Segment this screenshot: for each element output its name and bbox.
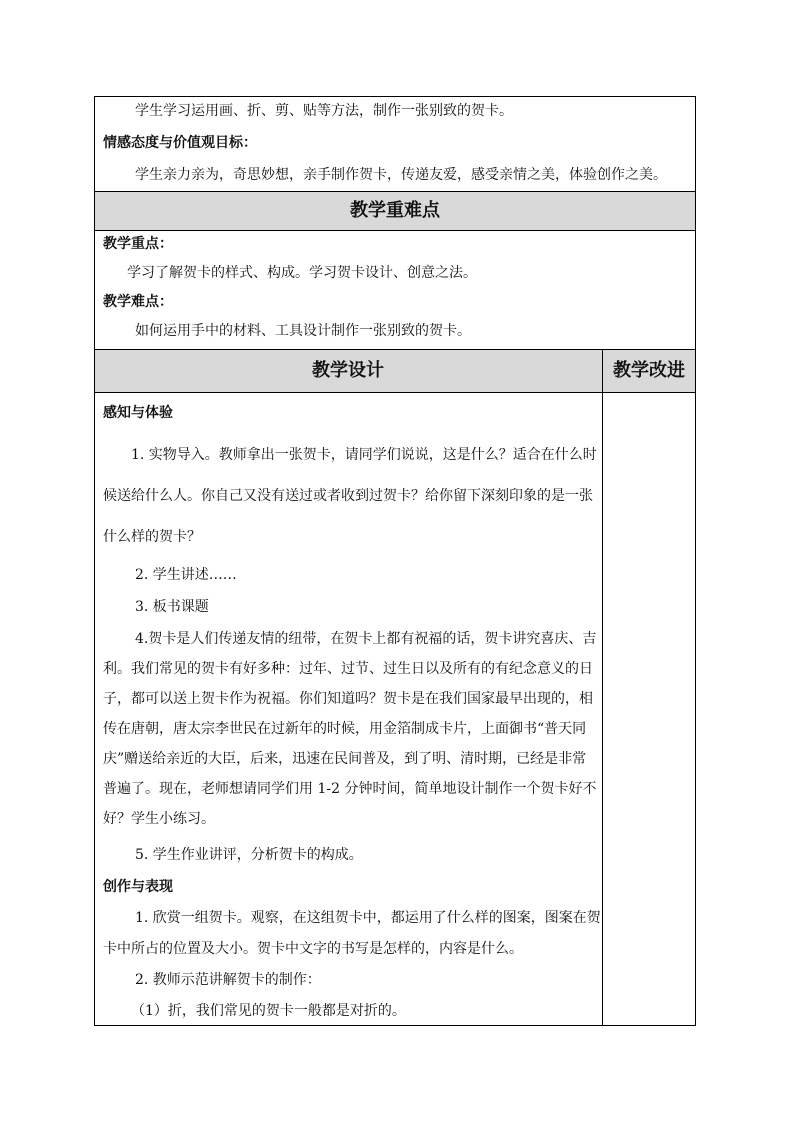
key-points-title: 教学重难点	[350, 200, 440, 221]
column-divider	[602, 349, 603, 1025]
key-points-header	[95, 191, 695, 231]
p4-line1: 4.贺卡是人们传递友情的纽带，在贺卡上都有祝福的话，贺卡讲究喜庆、吉	[135, 631, 597, 647]
focus-heading: 教学重点：	[103, 236, 173, 252]
improve-column-title: 教学改进	[613, 360, 685, 381]
p5-text: 5. 学生作业讲评，分析贺卡的构成。	[135, 847, 363, 863]
difficulty-text: 如何运用手中的材料、工具设计制作一张别致的贺卡。	[135, 323, 471, 339]
c1-line2: 卡中所占的位置及大小。贺卡中文字的书写是怎样的，内容是什么。	[103, 941, 523, 957]
difficulty-heading: 教学难点：	[103, 294, 173, 310]
c2-text: 2. 教师示范讲解贺卡的制作：	[135, 972, 321, 988]
perceive-heading: 感知与体验	[103, 405, 173, 421]
c3-text: （1）折，我们常见的贺卡一般都是对折的。	[131, 1003, 406, 1019]
p4-line5: 庆”赠送给亲近的大臣，后来，迅速在民间普及，到了明、清时期，已经是非常	[103, 751, 587, 767]
p2-text: 2. 学生讲述……	[135, 567, 237, 583]
p4-line4: 传在唐朝，唐太宗李世民在过新年的时候，用金箔制成卡片，上面御书“普天同	[103, 721, 587, 737]
p1-line1: 1. 实物导入。教师拿出一张贺卡，请同学们说说，这是什么？适合在什么时	[131, 447, 597, 463]
design-column-title: 教学设计	[312, 360, 384, 381]
p1-line3: 什么样的贺卡？	[103, 529, 201, 545]
skill-objective-text: 学生学习运用画、折、剪、贴等方法，制作一张别致的贺卡。	[135, 103, 513, 119]
p4-line7: 好？学生小练习。	[103, 811, 215, 827]
p1-line2: 候送给什么人。你自己又没有送过或者收到过贺卡？给你留下深刻印象的是一张	[103, 488, 593, 504]
p4-line6: 普遍了。现在，老师想请同学们用 1-2 分钟时间，简单地设计制作一个贺卡好不	[103, 781, 597, 797]
p4-line3: 子，都可以送上贺卡作为祝福。你们知道吗？贺卡是在我们国家最早出现的，相	[103, 691, 593, 707]
create-heading: 创作与表现	[103, 879, 173, 895]
focus-text: 学习了解贺卡的样式、构成。学习贺卡设计、创意之法。	[127, 265, 477, 281]
p3-text: 3. 板书课题	[135, 599, 209, 615]
emotion-objective-heading: 情感态度与价值观目标：	[103, 135, 257, 151]
lesson-plan-table	[94, 96, 696, 1026]
p4-line2: 利。我们常见的贺卡有好多种：过年、过节、过生日以及所有的有纪念意义的日	[103, 661, 593, 677]
c1-line1: 1. 欣赏一组贺卡。观察，在这组贺卡中，都运用了什么样的图案，图案在贺	[135, 910, 601, 926]
emotion-objective-text: 学生亲力亲为，奇思妙想，亲手制作贺卡，传递友爱，感受亲情之美，体验创作之美。	[135, 167, 667, 183]
design-header-row	[95, 349, 695, 393]
